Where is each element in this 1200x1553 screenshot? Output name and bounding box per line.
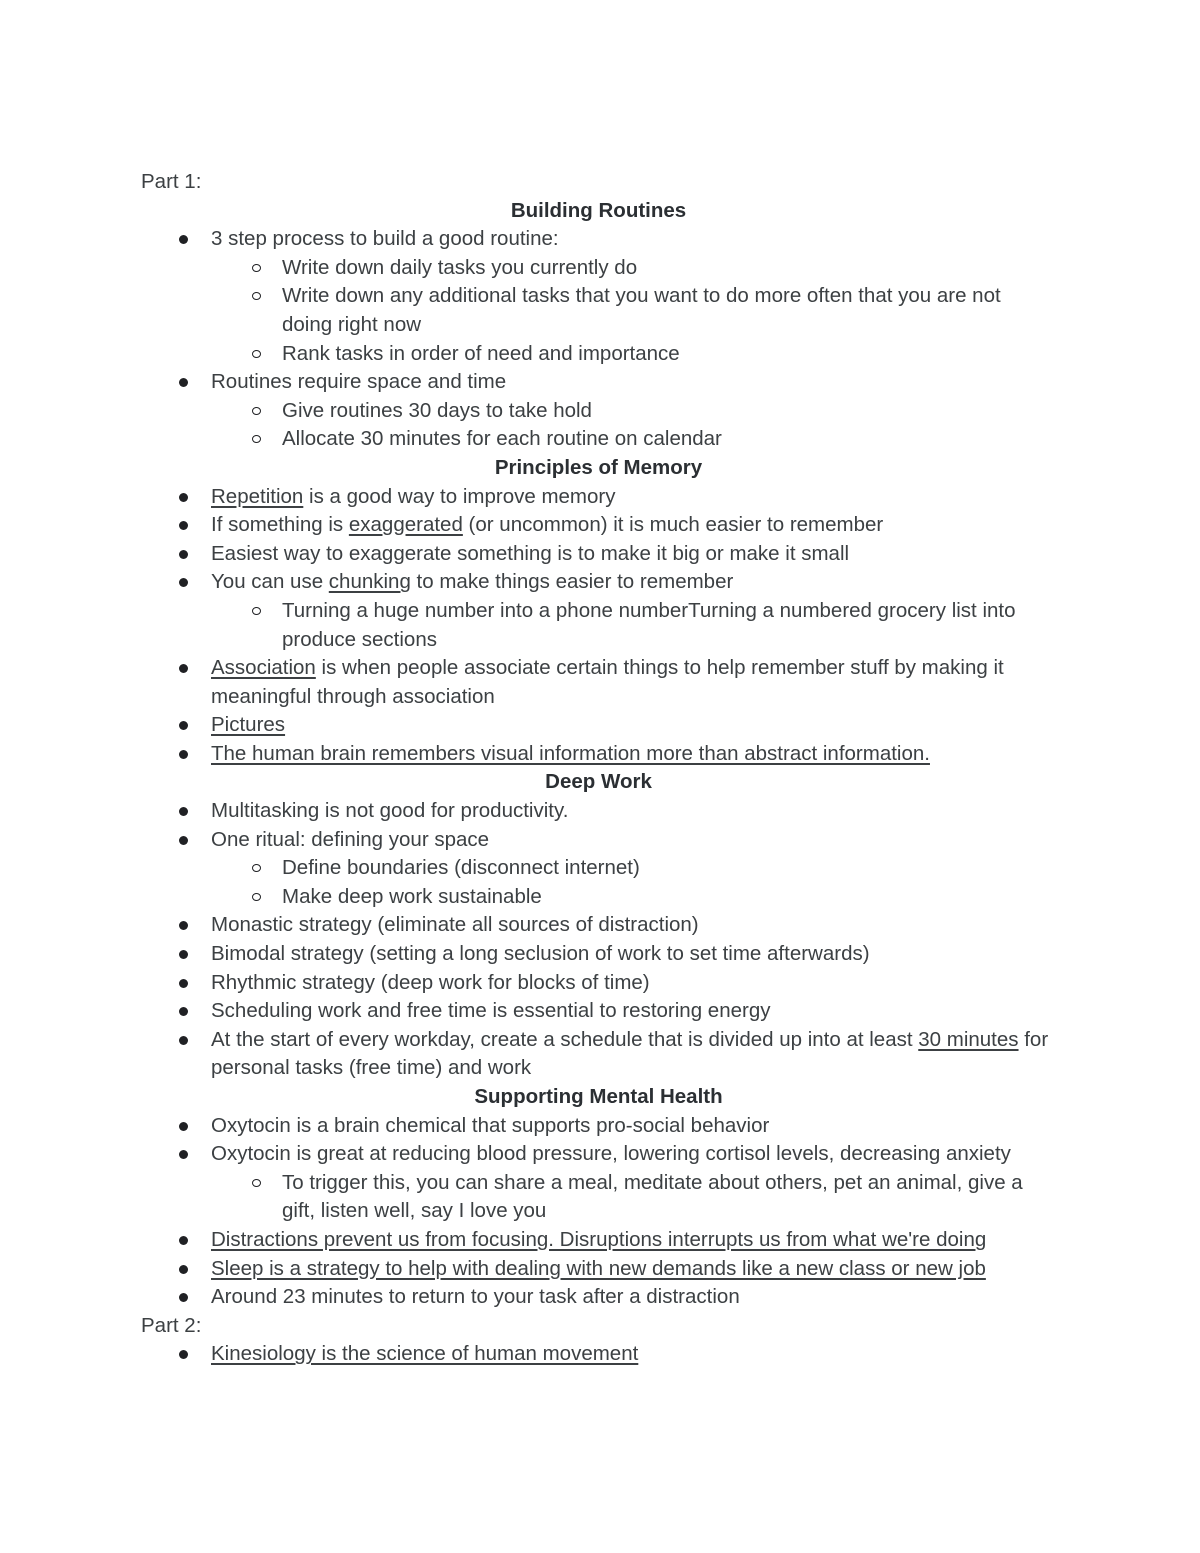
list-item-text: Make deep work sustainable bbox=[282, 884, 542, 908]
sub-list bbox=[141, 397, 1056, 454]
list-item bbox=[141, 1283, 1056, 1312]
underlined-term: chunking bbox=[328, 570, 411, 594]
list-item-text: Rank tasks in order of need and importance bbox=[282, 341, 680, 365]
list-item bbox=[141, 940, 1056, 969]
underlined-term: Pictures bbox=[211, 713, 286, 737]
sub-list-item bbox=[212, 854, 1056, 883]
list-item-text: is when people associate certain things to help remember stuff by making it meaningful through association bbox=[211, 656, 1004, 708]
sub-list-item bbox=[212, 340, 1056, 369]
underlined-term: 30 minutes bbox=[918, 1027, 1019, 1051]
list-item-text: Easiest way to exaggerate something is to make it big or make it small bbox=[211, 541, 850, 565]
list-item-text: One ritual: defining your space bbox=[211, 827, 490, 851]
list-item bbox=[141, 540, 1056, 569]
list-item-text: 3 step process to build a good routine: bbox=[211, 227, 559, 251]
sub-list bbox=[141, 1169, 1056, 1226]
sub-list-item bbox=[212, 397, 1056, 426]
sub-list-item bbox=[212, 425, 1056, 454]
heading-deep-work: Deep Work bbox=[545, 770, 652, 794]
list-item bbox=[141, 1255, 1056, 1284]
list-item bbox=[141, 1340, 1056, 1369]
document-page bbox=[141, 168, 1056, 1369]
underlined-term: Sleep is a strategy to help with dealing with new demands like a new class or new job bbox=[211, 1256, 986, 1280]
list-item-text: You can use bbox=[211, 570, 329, 594]
list-item-text: Rhythmic strategy (deep work for blocks of time) bbox=[211, 970, 650, 994]
list-item bbox=[141, 654, 1056, 711]
list-item bbox=[141, 1026, 1056, 1083]
underlined-term: Association bbox=[211, 656, 316, 680]
heading-building-routines: Building Routines bbox=[510, 198, 687, 222]
list-item-text: Turning a huge number into a phone numberTurning a numbered grocery list into produce sections bbox=[282, 598, 1016, 651]
list-item-text: Bimodal strategy (setting a long seclusion of work to set time afterwards) bbox=[211, 942, 870, 966]
principles-of-memory-list bbox=[141, 483, 1056, 769]
sub-list-item bbox=[212, 1169, 1056, 1226]
building-routines-list bbox=[141, 225, 1056, 454]
sub-list bbox=[141, 597, 1056, 654]
underlined-term: exaggerated bbox=[348, 513, 463, 537]
list-item-text: Allocate 30 minutes for each routine on calendar bbox=[282, 427, 722, 451]
list-item bbox=[141, 826, 1056, 912]
list-item bbox=[141, 568, 1056, 654]
underlined-term: The human brain remembers visual information more than abstract information. bbox=[211, 741, 930, 765]
sub-list-item bbox=[212, 254, 1056, 283]
part-2-list bbox=[141, 1340, 1056, 1369]
mental-health-list bbox=[141, 1112, 1056, 1312]
sub-list-item bbox=[212, 282, 1056, 339]
list-item bbox=[141, 911, 1056, 940]
sub-list-item bbox=[212, 597, 1056, 654]
list-item-text: Oxytocin is great at reducing blood pressure, lowering cortisol levels, decreasing anxiety bbox=[211, 1142, 1011, 1166]
heading-principles-of-memory: Principles of Memory bbox=[494, 455, 703, 479]
sub-list-item bbox=[212, 883, 1056, 912]
list-item bbox=[141, 368, 1056, 454]
sub-list bbox=[141, 254, 1056, 368]
list-item-text: Monastic strategy (eliminate all sources of distraction) bbox=[211, 913, 699, 937]
list-item-text: To trigger this, you can share a meal, meditate about others, pet an animal, give a gift, listen well, say I love you bbox=[282, 1170, 1023, 1223]
list-item-text: Oxytocin is a brain chemical that supports pro-social behavior bbox=[211, 1113, 770, 1137]
list-item-text: Around 23 minutes to return to your task after a distraction bbox=[211, 1285, 740, 1309]
list-item bbox=[141, 997, 1056, 1026]
list-item bbox=[141, 225, 1056, 368]
list-item-text: for personal tasks (free time) and work bbox=[211, 1027, 1049, 1080]
heading-supporting-mental-health: Supporting Mental Health bbox=[474, 1085, 723, 1108]
part-1-label: Part 1: bbox=[141, 170, 202, 193]
list-item bbox=[141, 511, 1056, 540]
list-item-text: Give routines 30 days to take hold bbox=[282, 398, 592, 422]
list-item bbox=[141, 1140, 1056, 1226]
list-item-text: is a good way to improve memory bbox=[303, 484, 616, 508]
underlined-term: Distractions prevent us from focusing. Disruptions interrupts us from what we're doing bbox=[211, 1227, 987, 1251]
list-item-text: Multitasking is not good for productivity. bbox=[211, 799, 569, 823]
list-item-text: Write down daily tasks you currently do bbox=[282, 255, 638, 279]
list-item-text: Define boundaries (disconnect internet) bbox=[282, 856, 640, 880]
list-item bbox=[141, 711, 1056, 740]
list-item bbox=[141, 1226, 1056, 1255]
part-2-label: Part 2: bbox=[141, 1313, 202, 1337]
list-item-text: If something is bbox=[211, 513, 349, 537]
list-item-text: Write down any additional tasks that you want to do more often that you are not doing right now bbox=[282, 284, 1001, 336]
list-item-text: Scheduling work and free time is essential to restoring energy bbox=[211, 999, 771, 1023]
list-item-text: At the start of every workday, create a schedule that is divided up into at least bbox=[211, 1027, 919, 1051]
list-item bbox=[141, 969, 1056, 998]
list-item-text: Routines require space and time bbox=[211, 370, 507, 394]
list-item bbox=[141, 797, 1056, 826]
underlined-term: Repetition bbox=[211, 484, 304, 508]
list-item bbox=[141, 483, 1056, 512]
sub-list bbox=[141, 854, 1056, 911]
list-item bbox=[141, 1112, 1056, 1141]
underlined-term: Kinesiology is the science of human movement bbox=[211, 1342, 639, 1366]
list-item-text: to make things easier to remember bbox=[410, 570, 734, 594]
deep-work-list bbox=[141, 797, 1056, 1083]
list-item bbox=[141, 740, 1056, 769]
list-item-text: (or uncommon) it is much easier to remember bbox=[462, 513, 884, 537]
